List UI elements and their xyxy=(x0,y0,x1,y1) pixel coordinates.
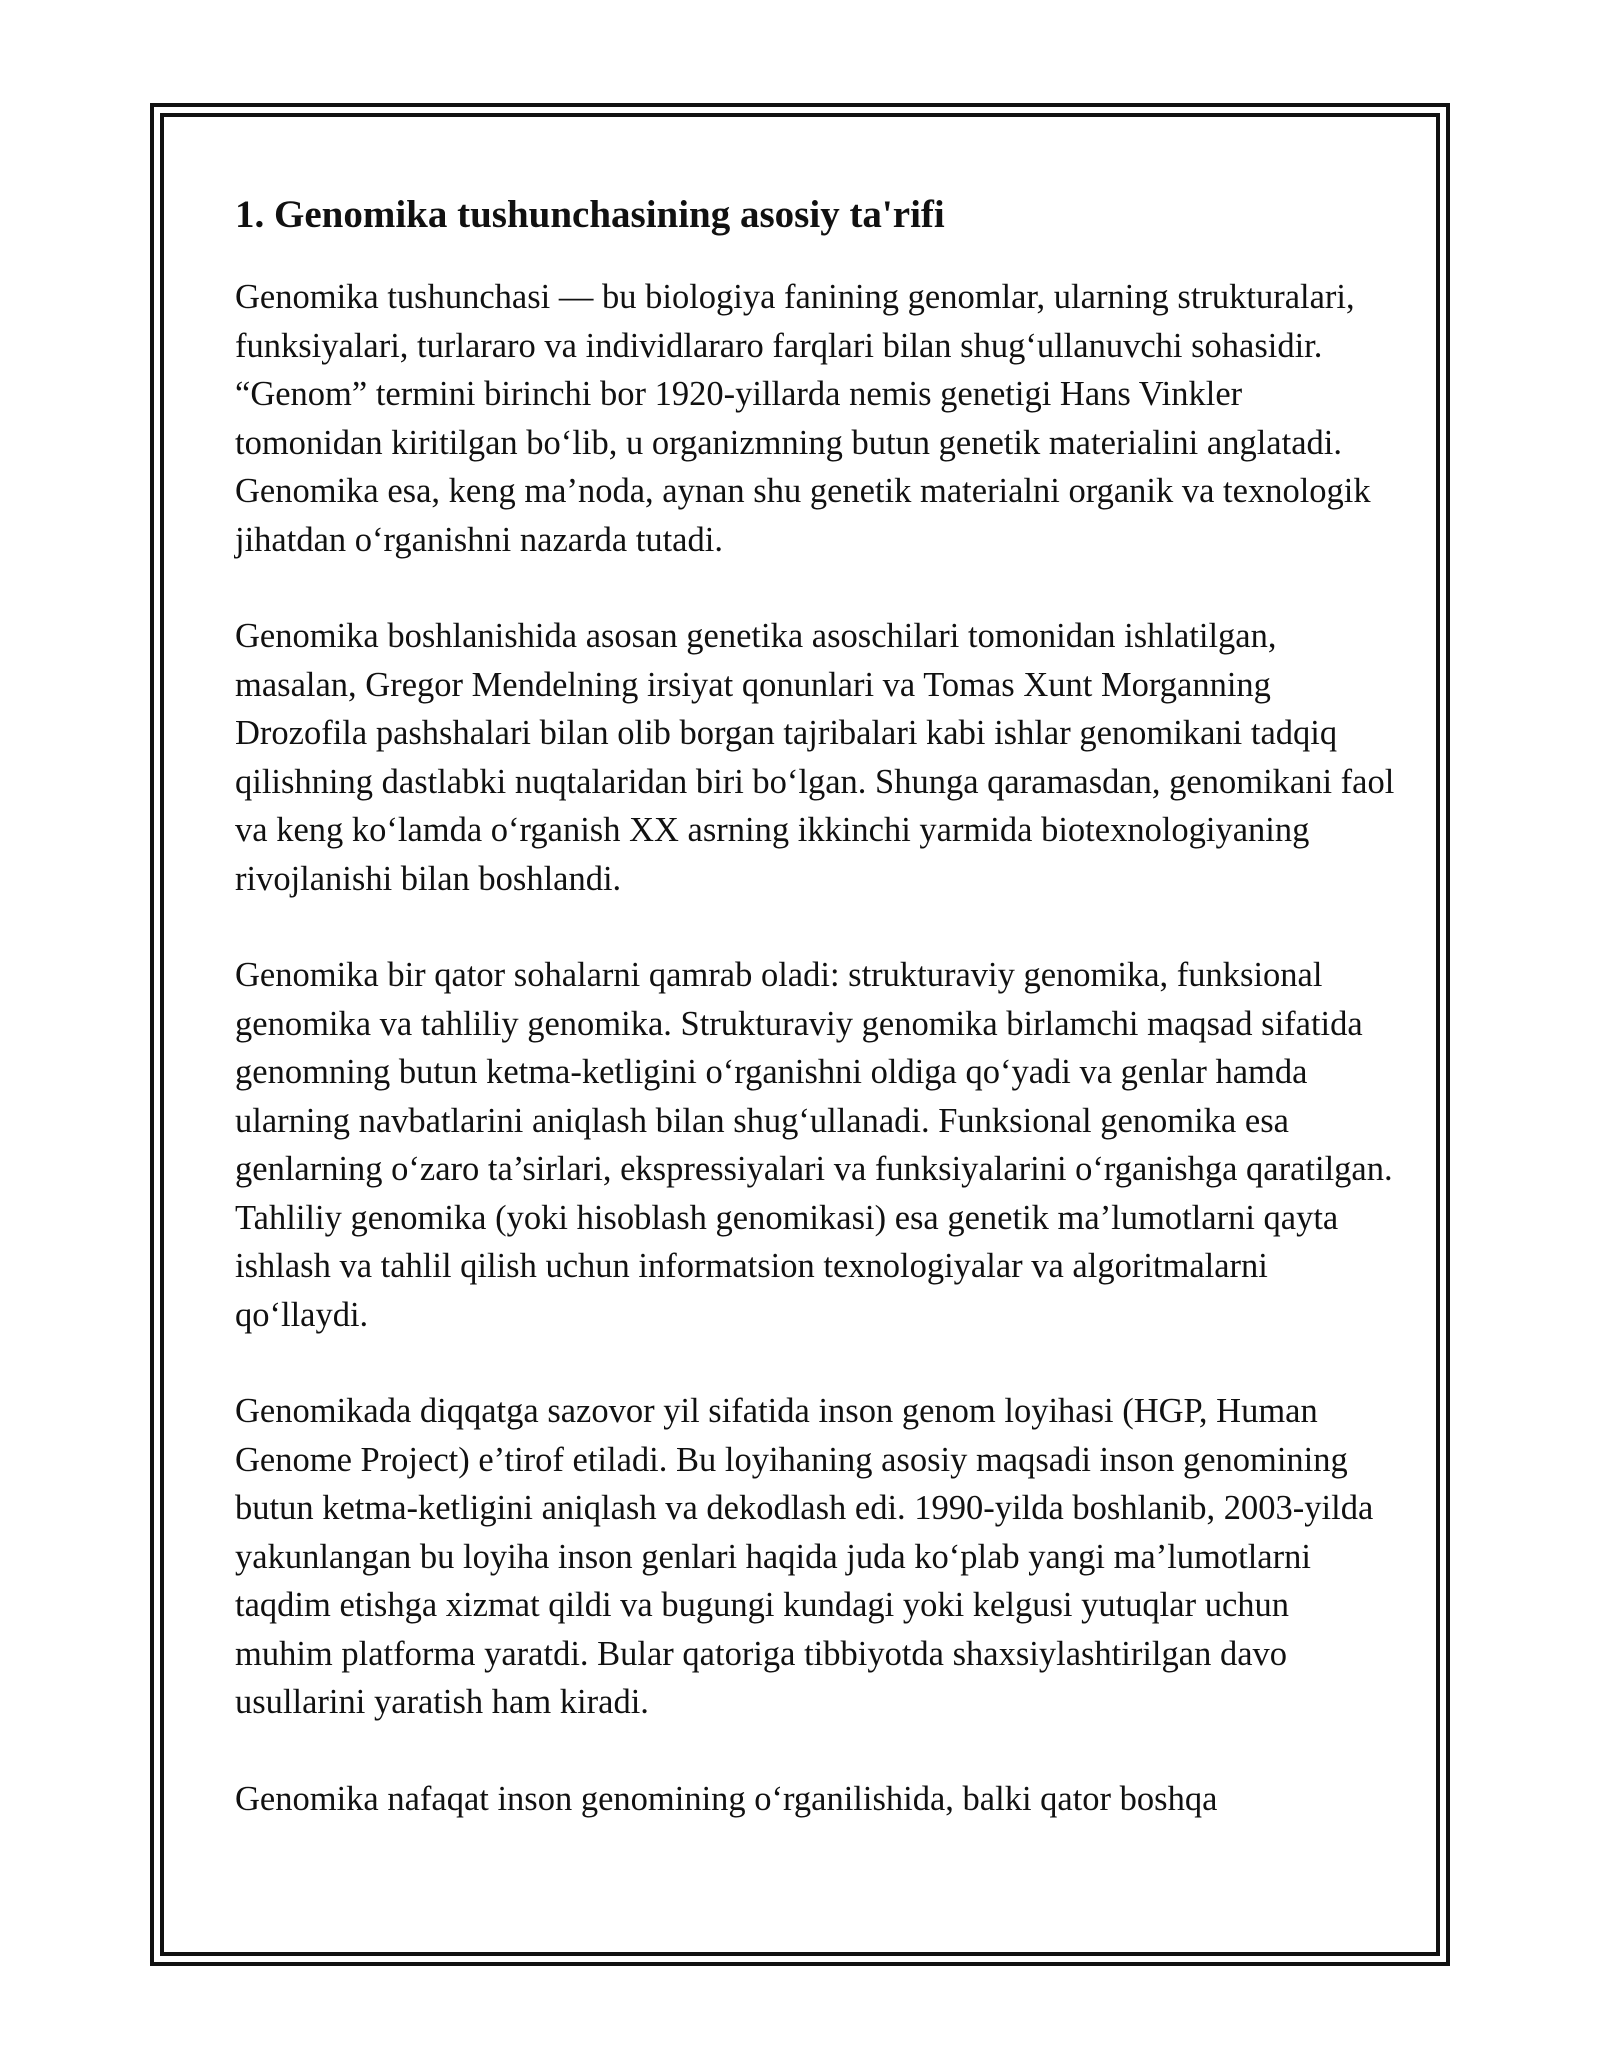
paragraph-branches: Genomika bir qator sohalarni qamrab oladi: strukturaviy genomika, funksional genomika va tahliliy genomika. Strukturaviy genomika birlamchi maqsad sifatida genomning butun ketma-ketligini o‘rganishni oldiga qo‘yadi va genlar hamda ularning navbatlarini aniqlash bilan shug‘ullanadi. Funksional genomika esa genlarning o‘zaro ta’sirlari, ekspressiyalari va funksiyalarini o‘rganishga qaratilgan. Tahliliy genomika (yoki hisoblash genomikasi) esa genetik ma’lumotlarni qayta ishlash va tahlil qilish uchun informatsion texnologiyalar va algoritmalarni qo‘llaydi. xyxy=(235,956,1393,1334)
paragraph-history: Genomika boshlanishida asosan genetika asoschilari tomonidan ishlatilgan, masalan, Gregor Mendelning irsiyat qonunlari va Tomas Xunt Morganning Drozofila pashshalari bilan olib borgan tajribalari kabi ishlar genomikani tadqiq qilishning dastlabki nuqtalaridan biri bo‘lgan. Shunga qaramasdan, genomikani faol va keng ko‘lamda o‘rganish XX asrning ikkinchi yarmida biotexnologiyaning rivojlanishi bilan boshlandi. xyxy=(235,617,1395,898)
paragraph-hgp: Genomikada diqqatga sazovor yil sifatida inson genom loyihasi (HGP, Human Genome Project) e’tirof etiladi. Bu loyihaning asosiy maqsadi inson genomining butun ketma-ketligini aniqlash va dekodlash edi. 1990-yilda boshlanib, 2003-yilda yakunlangan bu loyiha inson genlari haqida juda ko‘plab yangi ma’lumotlarni taqdim etishga xizmat qildi va bugungi kundagi yoki kelgusi yutuqlar uchun muhim platforma yaratdi. Bular qatoriga tibbiyotda shaxsiylashtirilgan davo usullarini yaratish ham kiradi. xyxy=(235,1392,1374,1721)
document-body xyxy=(235,185,1395,1871)
paragraph-definition: Genomika tushunchasi — bu biologiya fanining genomlar, ularning strukturalari, funksiyalari, turlararo va individlararo farqlari bilan shug‘ullanuvchi sohasidir. “Genom” termini birinchi bor 1920-yillarda nemis genetigi Hans Vinkler tomonidan kiritilgan bo‘lib, u organizmning butun genetik materialini anglatadi. Genomika esa, keng ma’noda, aynan shu genetik materialni organik va texnologik jihatdan o‘rganishni nazarda tutadi. xyxy=(235,278,1371,559)
paragraph-continued: Genomika nafaqat inson genomining o‘rganilishida, balki qator boshqa xyxy=(235,1779,1218,1818)
section-heading: 1. Genomika tushunchasining asosiy ta'rifi xyxy=(235,193,945,236)
